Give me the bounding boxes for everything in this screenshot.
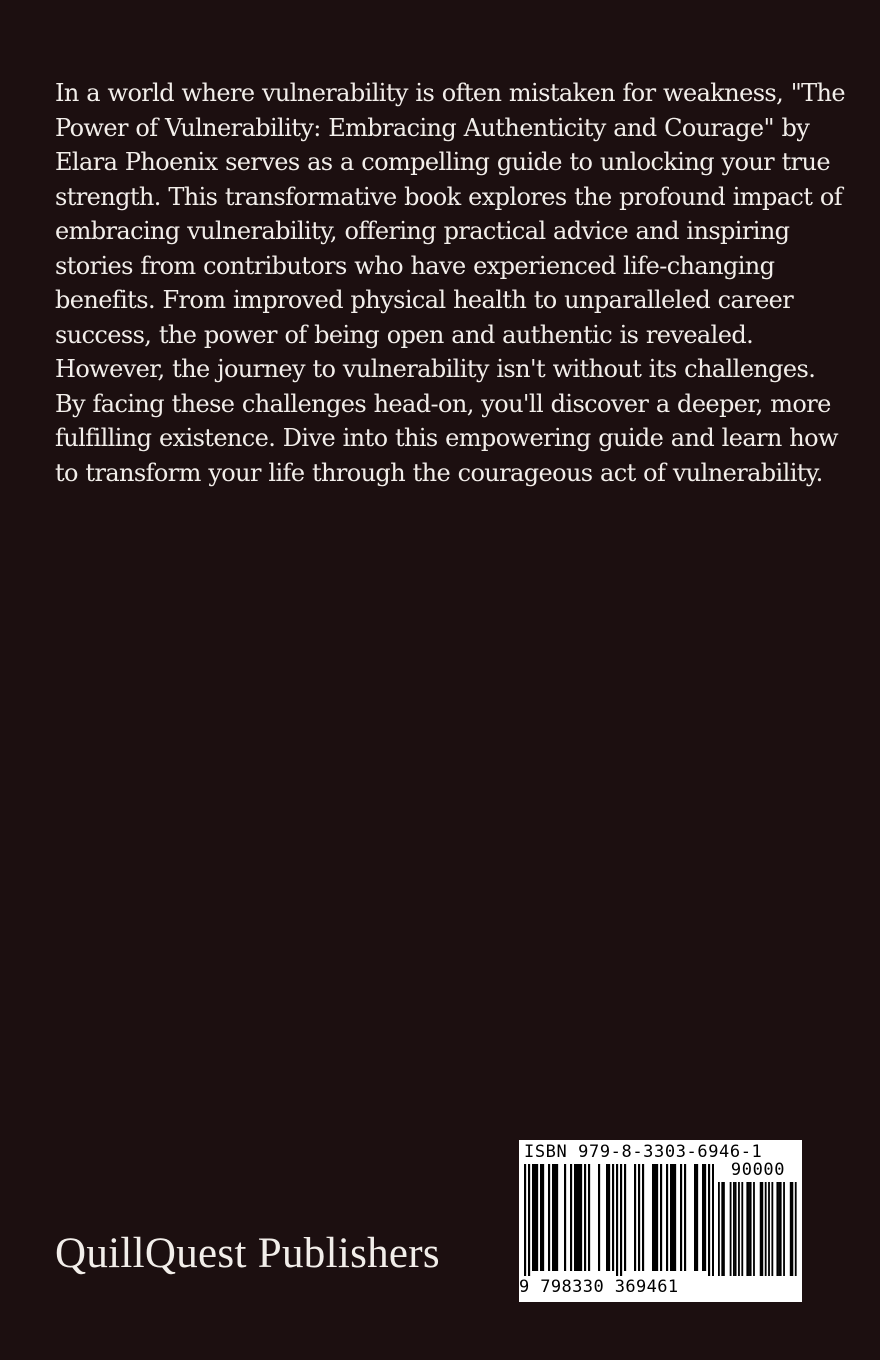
barcode-bar [638,1164,640,1271]
barcode-bar [721,1182,723,1276]
barcode-bar [750,1182,752,1276]
barcode-bar [765,1182,767,1276]
barcode-bar [578,1164,580,1271]
barcode-bar [536,1164,538,1271]
barcode-bar [795,1182,797,1276]
barcode-bar [616,1164,618,1276]
barcode-bar [780,1182,782,1276]
barcode-bar [680,1164,682,1271]
barcode-bar [712,1164,714,1276]
barcode-bar [624,1164,626,1271]
barcode-bar [735,1182,737,1276]
barcode-bar [606,1164,608,1271]
barcode-bar [540,1164,542,1271]
barcode-bar [741,1182,743,1276]
barcode-bar [672,1164,674,1271]
barcode-bar [552,1164,554,1271]
barcode-bar [642,1164,644,1271]
barcode-bar [760,1182,762,1276]
isbn-label: ISBN 979-8-3303-6946-1 [524,1142,763,1162]
barcode-bar [753,1182,755,1276]
barcode-bar [718,1182,720,1276]
barcode-bar [694,1164,696,1271]
barcode-bar [791,1182,793,1276]
price-code: 90000 [730,1160,786,1180]
barcode-bar [612,1164,614,1271]
barcode-bar [548,1164,550,1271]
barcode-bar [542,1164,544,1271]
barcode-bar [576,1164,578,1271]
barcode-bar [588,1164,590,1271]
barcode-bar [704,1164,706,1271]
barcode-bar [652,1164,654,1271]
barcode-bar [746,1182,748,1276]
barcode-bar [674,1164,676,1271]
barcode-bar [534,1164,536,1271]
barcode-bar [670,1164,672,1271]
barcode-bar [608,1164,610,1271]
barcode-bar [564,1164,566,1271]
barcode-bar [696,1164,698,1271]
barcode-bar [580,1164,582,1271]
book-blurb: In a world where vulnerability is often mistaken for weakness, "The Power of Vulnerability: Embracing Authenticity and Courage" by Elara Phoenix serves as a compelling guide to unlocking your true strength. This transformative book explores the profound impact of embracing vulnerability, offering practical advice and inspiring stories from contributors who have experienced life-changing benefits. From improved physical health to unparalleled career success, the power of being open and authentic is revealed. However, the journey to vulnerability isn't without its challenges. By facing these challenges head-on, you'll discover a deeper, more fulfilling existence. Dive into this empowering guide and learn how to transform your life through the courageous act of vulnerability. [55,79,846,487]
isbn-barcode [519,1140,802,1302]
barcode-bar [708,1164,710,1276]
barcode-bar [528,1164,530,1276]
barcode-bar [660,1164,662,1271]
barcode-bar [656,1164,658,1271]
barcode-bar [620,1164,622,1276]
barcode-bar [598,1164,600,1271]
barcode-bar [684,1164,686,1271]
barcode-bar [666,1164,668,1271]
barcode-bar [748,1182,750,1276]
barcode-bar [532,1164,534,1271]
barcode-bar [771,1182,773,1276]
ean-digits: 9 798330 369461 [519,1277,679,1297]
publisher-name: QuillQuest Publishers [55,1230,440,1277]
barcode-bar [584,1164,586,1271]
barcode-bar [790,1182,792,1276]
ean13-barcode-bars [524,1164,714,1276]
barcode-bar [634,1164,636,1271]
barcode-bar [702,1164,704,1271]
barcode-bar [654,1164,656,1271]
addon-barcode-bars [718,1182,798,1276]
barcode-bar [554,1164,556,1271]
barcode-bar [524,1164,526,1276]
barcode-bar [761,1182,763,1276]
barcode-bar [778,1182,780,1276]
barcode-bar [570,1164,572,1271]
barcode-bar [768,1182,770,1276]
barcode-bar [723,1182,725,1276]
barcode-bar [776,1182,778,1276]
barcode-bar [738,1182,740,1276]
barcode-bar [574,1164,576,1271]
barcode-bar [783,1182,785,1276]
barcode-bar [730,1182,732,1276]
barcode-bar [733,1182,735,1276]
barcode-bar [556,1164,558,1271]
